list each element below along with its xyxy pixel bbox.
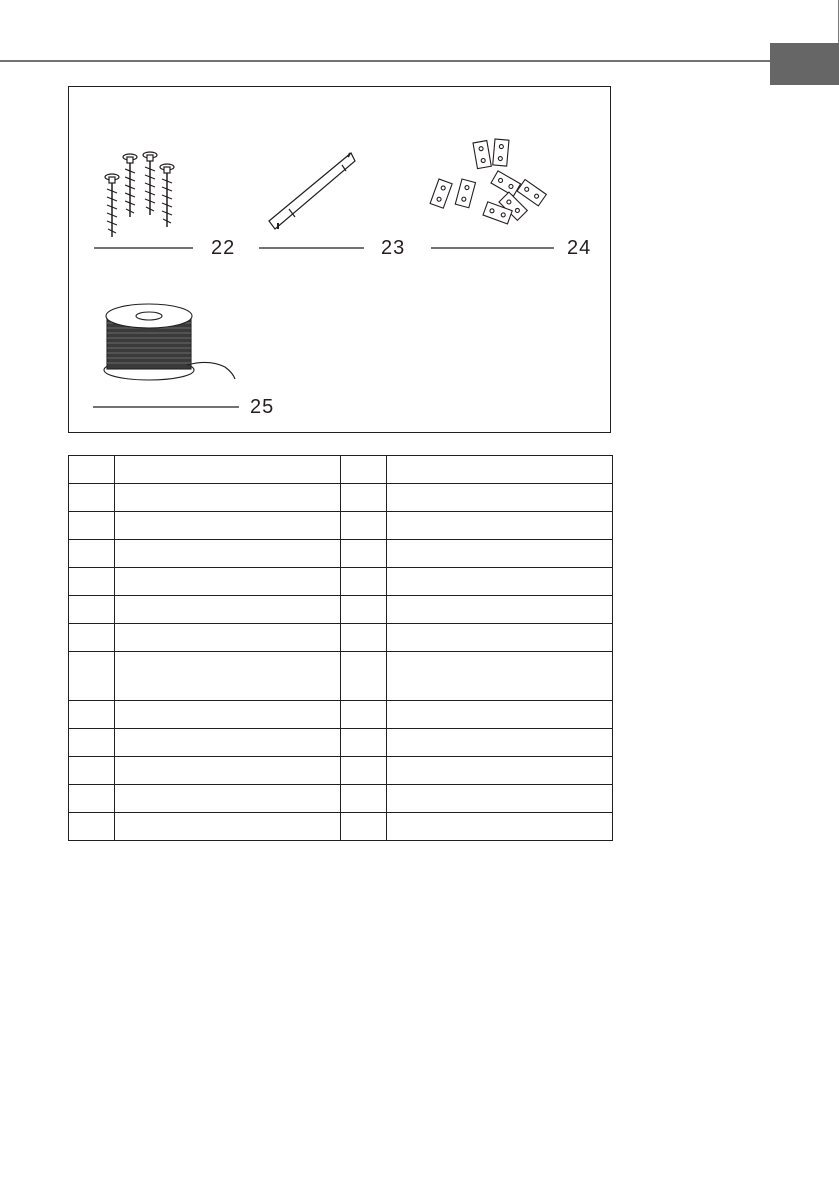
table-row: [69, 540, 613, 568]
table-cell: [387, 624, 613, 652]
spare-blades-icon: [430, 139, 546, 224]
table-cell: [387, 456, 613, 484]
table-cell: [341, 813, 387, 841]
table-cell: [69, 540, 115, 568]
table-cell: [341, 456, 387, 484]
parts-illustration: [69, 87, 612, 434]
table-cell: [387, 484, 613, 512]
table-row: [69, 596, 613, 624]
table-cell: [69, 729, 115, 757]
wire-spool-icon: [104, 304, 235, 380]
table-cell: [69, 568, 115, 596]
table-row: [69, 624, 613, 652]
part-number-24: 24: [567, 237, 592, 259]
table-cell: [341, 785, 387, 813]
table-row: [69, 512, 613, 540]
table-cell: [115, 624, 341, 652]
table-cell: [341, 540, 387, 568]
table-cell: [387, 813, 613, 841]
table-cell: [69, 757, 115, 785]
table-row: [69, 456, 613, 484]
table-cell: [387, 701, 613, 729]
boundary-strip-icon: [269, 153, 355, 229]
table-cell: [341, 596, 387, 624]
table-row: [69, 785, 613, 813]
table-cell: [69, 652, 115, 701]
table-cell: [387, 568, 613, 596]
table-cell: [115, 596, 341, 624]
table-cell: [387, 729, 613, 757]
table-cell: [115, 729, 341, 757]
table-cell: [341, 568, 387, 596]
table-cell: [341, 512, 387, 540]
table-cell: [341, 484, 387, 512]
table-cell: [115, 652, 341, 701]
table-cell: [115, 701, 341, 729]
table-cell: [115, 785, 341, 813]
table-cell: [69, 512, 115, 540]
table-cell: [69, 701, 115, 729]
table-cell: [115, 540, 341, 568]
part-number-25: 25: [250, 396, 275, 418]
table-cell: [387, 652, 613, 701]
table-cell: [387, 757, 613, 785]
table-cell: [387, 596, 613, 624]
table-cell: [341, 729, 387, 757]
part-number-23: 23: [381, 237, 406, 259]
parts-table: [68, 455, 613, 841]
parts-figure: [68, 86, 611, 433]
page-top-rule: [0, 0, 839, 70]
table-cell: [341, 652, 387, 701]
ground-peg-icon: [105, 152, 174, 237]
language-tab: [770, 43, 839, 85]
table-cell: [115, 757, 341, 785]
table-cell: [387, 785, 613, 813]
table-cell: [341, 624, 387, 652]
table-row: [69, 757, 613, 785]
table-cell: [115, 512, 341, 540]
table-row: [69, 484, 613, 512]
table-cell: [69, 785, 115, 813]
table-cell: [387, 540, 613, 568]
table-cell: [69, 456, 115, 484]
part-number-22: 22: [211, 237, 236, 259]
table-cell: [69, 596, 115, 624]
table-cell: [69, 484, 115, 512]
table-row: [69, 568, 613, 596]
table-cell: [115, 456, 341, 484]
table-row: [69, 652, 613, 701]
table-cell: [69, 624, 115, 652]
table-row: [69, 813, 613, 841]
table-row: [69, 729, 613, 757]
table-cell: [115, 484, 341, 512]
table-cell: [341, 757, 387, 785]
table-row: [69, 701, 613, 729]
table-cell: [341, 701, 387, 729]
table-cell: [69, 813, 115, 841]
table-cell: [387, 512, 613, 540]
table-cell: [115, 568, 341, 596]
table-cell: [115, 813, 341, 841]
